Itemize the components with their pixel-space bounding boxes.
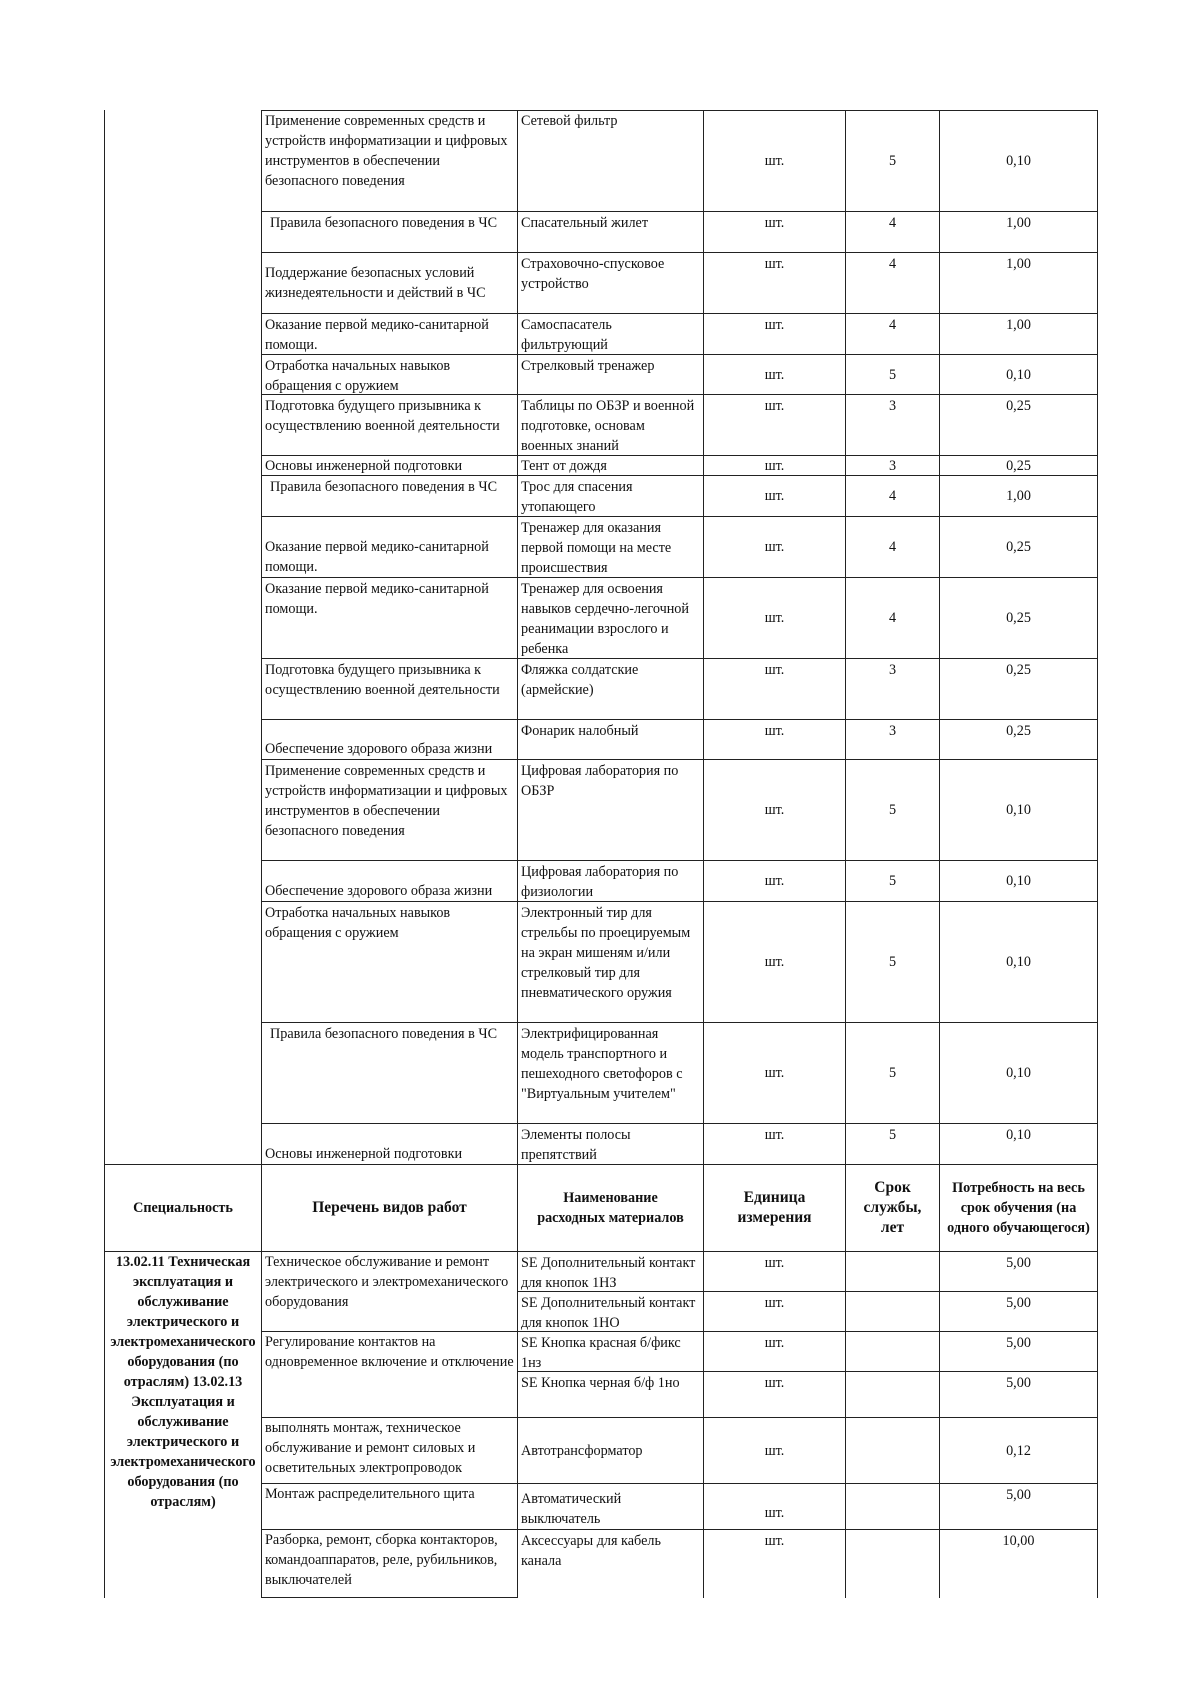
specialty-cell-empty <box>104 659 262 720</box>
life-cell <box>846 1530 940 1598</box>
need-cell: 0,10 <box>940 760 1098 861</box>
header-unit: Единица измерения <box>704 1165 846 1252</box>
table-row <box>104 395 1098 456</box>
material-cell: Цифровая лаборатория по физиологии <box>518 861 704 902</box>
specialty-cell-empty <box>104 456 262 476</box>
table-row <box>104 1484 1098 1530</box>
unit-cell: шт. <box>704 861 846 902</box>
unit-cell: шт. <box>704 110 846 212</box>
work-cell: Оказание первой медико-санитарной помощи. <box>262 578 518 659</box>
unit-cell: шт. <box>704 902 846 1023</box>
table-row <box>104 1530 1098 1598</box>
table-row <box>104 476 1098 517</box>
material-cell: SE Дополнительный контакт для кнопок 1НЗ <box>518 1252 704 1292</box>
life-cell: 4 <box>846 314 940 355</box>
need-cell: 5,00 <box>940 1292 1098 1332</box>
unit-cell: шт. <box>704 1023 846 1124</box>
need-cell: 5,00 <box>940 1332 1098 1372</box>
table-row <box>104 314 1098 355</box>
material-cell: SE Кнопка красная б/фикс 1нз <box>518 1332 704 1372</box>
unit-cell: шт. <box>704 1530 846 1598</box>
need-cell: 1,00 <box>940 476 1098 517</box>
life-cell: 5 <box>846 1124 940 1165</box>
material-cell: Электронный тир для стрельбы по проецируемым на экран мишеням и/или стрелковый тир для пневматического оружия <box>518 902 704 1023</box>
specialty-cell-empty <box>104 476 262 517</box>
unit-cell: шт. <box>704 1292 846 1332</box>
need-cell: 0,25 <box>940 720 1098 760</box>
need-cell: 5,00 <box>940 1372 1098 1418</box>
need-cell: 1,00 <box>940 253 1098 314</box>
header-materials: Наименование расходных материалов <box>518 1165 704 1252</box>
need-cell: 0,12 <box>940 1418 1098 1484</box>
unit-cell: шт. <box>704 476 846 517</box>
work-cell: Отработка начальных навыков обращения с оружием <box>262 902 518 1023</box>
header-life: Срок службы, лет <box>846 1165 940 1252</box>
material-cell: Элементы полосы препятствий <box>518 1124 704 1165</box>
material-cell: Фляжка солдатские (армейские) <box>518 659 704 720</box>
life-cell: 3 <box>846 395 940 456</box>
specialty-cell-empty <box>104 1124 262 1165</box>
table-row <box>104 355 1098 395</box>
specialty-cell-empty <box>104 517 262 578</box>
work-cell: Основы инженерной подготовки <box>262 456 518 476</box>
material-cell: Таблицы по ОБЗР и военной подготовке, основам военных знаний <box>518 395 704 456</box>
work-cell: выполнять монтаж, техническое обслуживание и ремонт силовых и осветительных электропроводок <box>262 1418 518 1484</box>
unit-cell: шт. <box>704 578 846 659</box>
table-row <box>104 1252 1098 1292</box>
life-cell <box>846 1372 940 1418</box>
life-cell <box>846 1418 940 1484</box>
life-cell: 5 <box>846 861 940 902</box>
work-cell: Подготовка будущего призывника к осуществлению военной деятельности <box>262 395 518 456</box>
need-cell: 10,00 <box>940 1530 1098 1598</box>
unit-cell: шт. <box>704 253 846 314</box>
need-cell: 5,00 <box>940 1484 1098 1530</box>
need-cell: 0,10 <box>940 355 1098 395</box>
work-cell: Применение современных средств и устройств информатизации и цифровых инструментов в обеспечении безопасного поведения <box>262 760 518 861</box>
work-cell: Разборка, ремонт, сборка контакторов, командоаппаратов, реле, рубильников, выключателей <box>262 1530 518 1598</box>
need-cell: 0,10 <box>940 1023 1098 1124</box>
life-cell <box>846 1484 940 1530</box>
work-cell: Правила безопасного поведения в ЧС <box>262 1023 518 1124</box>
need-cell: 0,25 <box>940 578 1098 659</box>
table-row <box>104 1292 1098 1332</box>
material-cell: SE Дополнительный контакт для кнопок 1НО <box>518 1292 704 1332</box>
work-cell: Монтаж распределительного щита <box>262 1484 518 1530</box>
unit-cell: шт. <box>704 517 846 578</box>
specialty-text: 13.02.11 Техническая эксплуатация и обслуживание электрического и электромеханического оборудования (по отраслям) 13.02.13 Эксплуатация и обслуживание электрического и электромеханического оборудования (по отраслям) <box>110 1254 256 1510</box>
work-cell: Техническое обслуживание и ремонт электрического и электромеханического оборудования <box>262 1252 518 1332</box>
specialty-cell-empty <box>104 720 262 760</box>
life-cell: 3 <box>846 720 940 760</box>
need-cell: 0,10 <box>940 902 1098 1023</box>
unit-cell: шт. <box>704 1484 846 1530</box>
life-cell: 4 <box>846 517 940 578</box>
header-specialty: Специальность <box>104 1165 262 1252</box>
header-need: Потребность на весь срок обучения (на одного обучающегося) <box>940 1165 1098 1252</box>
work-cell: Правила безопасного поведения в ЧС <box>262 476 518 517</box>
work-cell: Применение современных средств и устройств информатизации и цифровых инструментов в обеспечении безопасного поведения <box>262 110 518 212</box>
table-row <box>104 1418 1098 1484</box>
unit-cell: шт. <box>704 1124 846 1165</box>
table-row <box>104 1124 1098 1165</box>
material-cell: Сетевой фильтр <box>518 110 704 212</box>
life-cell: 3 <box>846 456 940 476</box>
table-row <box>104 902 1098 1023</box>
need-cell: 0,25 <box>940 395 1098 456</box>
material-cell: Стрелковый тренажер <box>518 355 704 395</box>
table-header-row <box>104 1165 1098 1252</box>
work-cell: Отработка начальных навыков обращения с оружием <box>262 355 518 395</box>
need-cell: 0,25 <box>940 659 1098 720</box>
table-row <box>104 861 1098 902</box>
material-cell: Спасательный жилет <box>518 212 704 253</box>
specialty-cell-empty <box>104 395 262 456</box>
unit-cell: шт. <box>704 720 846 760</box>
material-cell: Электрифицированная модель транспортного и пешеходного светофоров с "Виртуальным учителем" <box>518 1023 704 1124</box>
material-cell: Самоспасатель фильтрующий <box>518 314 704 355</box>
life-cell: 3 <box>846 659 940 720</box>
unit-cell: шт. <box>704 1252 846 1292</box>
work-cell: Обеспечение здорового образа жизни <box>262 861 518 902</box>
table-row <box>104 212 1098 253</box>
life-cell <box>846 1252 940 1292</box>
table-top-border <box>262 110 1098 111</box>
material-cell: Страховочно-спусковое устройство <box>518 253 704 314</box>
work-cell: Регулирование контактов на одновременное включение и отключение <box>262 1332 518 1418</box>
specialty-cell-empty <box>104 355 262 395</box>
work-cell: Правила безопасного поведения в ЧС <box>262 212 518 253</box>
unit-cell: шт. <box>704 212 846 253</box>
life-cell: 4 <box>846 578 940 659</box>
table-row <box>104 253 1098 314</box>
specialty-cell-empty <box>104 760 262 861</box>
unit-cell: шт. <box>704 659 846 720</box>
life-cell: 5 <box>846 902 940 1023</box>
specialty-cell-empty <box>104 578 262 659</box>
life-cell <box>846 1292 940 1332</box>
specialty-cell-empty <box>104 861 262 902</box>
work-cell: Оказание первой медико-санитарной помощи. <box>262 517 518 578</box>
work-cell: Обеспечение здорового образа жизни <box>262 720 518 760</box>
table-row <box>104 1023 1098 1124</box>
specialty-cell-empty <box>104 110 262 212</box>
need-cell: 0,10 <box>940 1124 1098 1165</box>
life-cell: 5 <box>846 110 940 212</box>
unit-cell: шт. <box>704 760 846 861</box>
header-works: Перечень видов работ <box>262 1165 518 1252</box>
unit-cell: шт. <box>704 314 846 355</box>
unit-cell: шт. <box>704 395 846 456</box>
need-cell: 0,25 <box>940 517 1098 578</box>
table-row <box>104 578 1098 659</box>
work-cell: Оказание первой медико-санитарной помощи. <box>262 314 518 355</box>
life-cell: 4 <box>846 476 940 517</box>
life-cell: 4 <box>846 253 940 314</box>
specialty-cell-empty <box>104 253 262 314</box>
life-cell: 5 <box>846 760 940 861</box>
need-cell: 0,10 <box>940 861 1098 902</box>
material-cell: Аксессуары для кабель канала <box>518 1530 704 1598</box>
unit-cell: шт. <box>704 456 846 476</box>
material-cell: Тент от дождя <box>518 456 704 476</box>
material-cell: Фонарик налобный <box>518 720 704 760</box>
need-cell: 0,25 <box>940 456 1098 476</box>
specialty-cell-empty <box>104 212 262 253</box>
life-cell: 5 <box>846 1023 940 1124</box>
table-row <box>104 1372 1098 1418</box>
material-cell: Автотрансформатор <box>518 1418 704 1484</box>
table-row <box>104 659 1098 720</box>
table-row <box>104 720 1098 760</box>
unit-cell: шт. <box>704 1372 846 1418</box>
unit-cell: шт. <box>704 1418 846 1484</box>
material-cell: Цифровая лаборатория по ОБЗР <box>518 760 704 861</box>
material-cell: Тренажер для оказания первой помощи на месте происшествия <box>518 517 704 578</box>
life-cell: 5 <box>846 355 940 395</box>
table-row <box>104 1332 1098 1372</box>
specialty-cell-empty <box>104 1023 262 1124</box>
table-row <box>104 456 1098 476</box>
specialty-cell-empty <box>104 314 262 355</box>
material-cell: Трос для спасения утопающего <box>518 476 704 517</box>
life-cell: 4 <box>846 212 940 253</box>
work-cell: Подготовка будущего призывника к осуществлению военной деятельности <box>262 659 518 720</box>
need-cell: 5,00 <box>940 1252 1098 1292</box>
work-cell: Поддержание безопасных условий жизнедеятельности и действий в ЧС <box>262 253 518 314</box>
specialty-cell-empty <box>104 902 262 1023</box>
need-cell: 1,00 <box>940 212 1098 253</box>
unit-cell: шт. <box>704 1332 846 1372</box>
unit-cell: шт. <box>704 355 846 395</box>
need-cell: 0,10 <box>940 110 1098 212</box>
material-cell: SE Кнопка черная б/ф 1но <box>518 1372 704 1418</box>
need-cell: 1,00 <box>940 314 1098 355</box>
table-row <box>104 517 1098 578</box>
life-cell <box>846 1332 940 1372</box>
material-cell: Тренажер для освоения навыков сердечно-легочной реанимации взрослого и ребенка <box>518 578 704 659</box>
table-row <box>104 110 1098 212</box>
materials-table <box>104 110 1098 1598</box>
table-row <box>104 760 1098 861</box>
material-cell: Автоматический выключатель <box>518 1484 704 1530</box>
work-cell: Основы инженерной подготовки <box>262 1124 518 1165</box>
